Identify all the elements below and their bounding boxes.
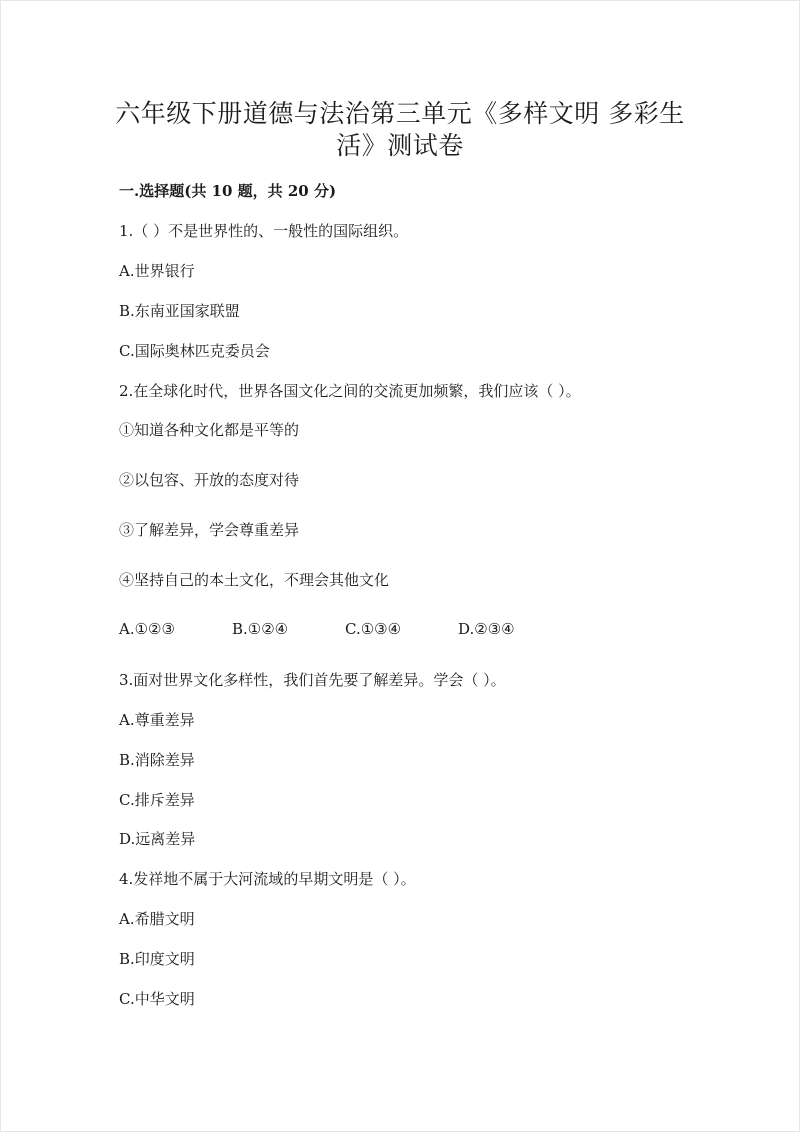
- question-2-option-d: D.②③④: [458, 620, 515, 638]
- question-2-statement-4: ④坚持自己的本土文化，不理会其他文化: [119, 571, 390, 589]
- question-3-option-d: D.远离差异: [119, 830, 196, 848]
- question-2-stem: 2.在全球化时代，世界各国文化之间的交流更加频繁，我们应该（ ）。: [119, 382, 581, 400]
- question-2-statement-1: ①知道各种文化都是平等的: [119, 421, 300, 439]
- page-title-line2: 活》测试卷: [336, 131, 464, 160]
- question-1-option-c: C.国际奥林匹克委员会: [119, 342, 270, 360]
- question-1-option-a: A.世界银行: [119, 262, 195, 280]
- question-2-option-b: B.①②④: [232, 620, 289, 638]
- question-4-option-a: A.希腊文明: [119, 910, 195, 928]
- question-4-option-c: C.中华文明: [119, 990, 195, 1008]
- question-3-option-b: B.消除差异: [119, 751, 195, 769]
- question-2-option-a: A.①②③: [119, 620, 175, 638]
- question-1-option-b: B.东南亚国家联盟: [119, 302, 240, 320]
- page-title-line1: 六年级下册道德与法治第三单元《多样文明 多彩生: [115, 99, 685, 128]
- question-3-stem: 3.面对世界文化多样性，我们首先要了解差异。学会（ ）。: [119, 671, 506, 689]
- section-heading: 一.选择题(共 10 题，共 20 分): [119, 182, 337, 200]
- question-3-option-c: C.排斥差异: [119, 791, 195, 809]
- question-2-statement-3: ③了解差异，学会尊重差异: [119, 521, 300, 539]
- question-3-option-a: A.尊重差异: [119, 711, 195, 729]
- question-2-statement-2: ②以包容、开放的态度对待: [119, 471, 300, 489]
- question-1-stem: 1.（ ）不是世界性的、一般性的国际组织。: [119, 222, 409, 240]
- question-2-option-c: C.①③④: [345, 620, 402, 638]
- question-4-stem: 4.发祥地不属于大河流域的早期文明是（ ）。: [119, 870, 416, 888]
- question-4-option-b: B.印度文明: [119, 950, 195, 968]
